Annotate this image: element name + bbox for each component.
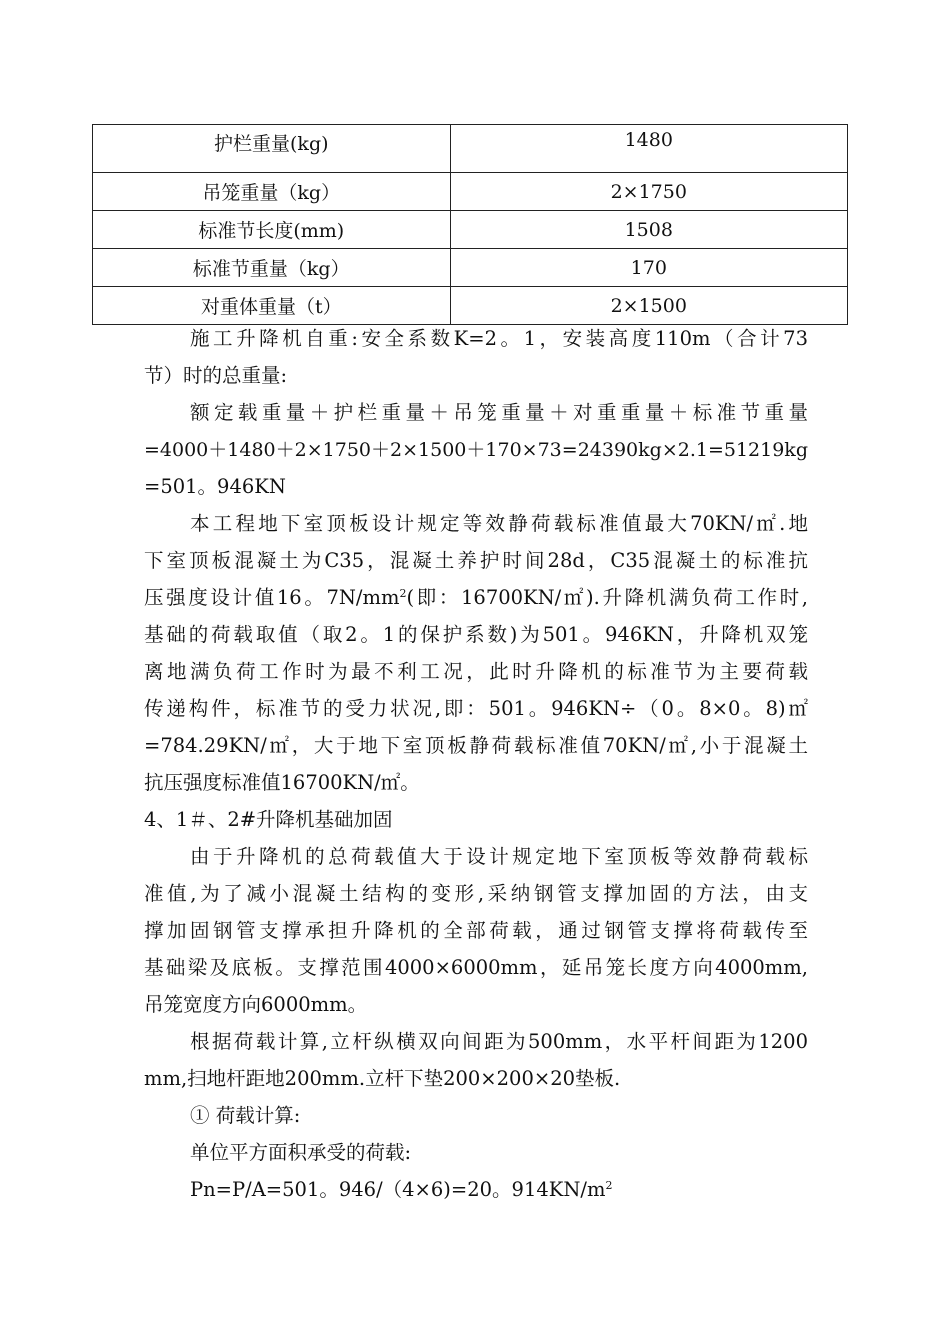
text-line: 额定载重量＋护栏重量＋吊笼重量＋对重重量＋标准节重量 xyxy=(190,401,808,424)
text-line: 由于升降机的总荷载值大于设计规定地下室顶板等效静荷载标 xyxy=(190,845,808,868)
table-cell-value: 2×1500 xyxy=(450,287,847,325)
table-cell-label: 标准节长度(mm) xyxy=(93,211,451,249)
text-line: 抗压强度标准值16700KN/㎡。 xyxy=(144,771,420,794)
section-heading: 4、1＃、2#升降机基础加固 xyxy=(144,808,393,831)
text-line: 本工程地下室顶板设计规定等效静荷载标准值最大70KN/㎡.地 xyxy=(190,512,808,535)
text-line: 准值,为了减小混凝土结构的变形,采纳钢管支撑加固的方法，由支 xyxy=(144,882,808,905)
text-line: mm,扫地杆距地200mm.立杆下垫200×200×20垫板. xyxy=(144,1067,621,1090)
table-cell-label: 吊笼重量（kg） xyxy=(93,173,451,211)
text-line: 根据荷载计算,立杆纵横双向间距为500mm，水平杆间距为1200 xyxy=(190,1030,808,1053)
table-cell-label: 对重体重量（t） xyxy=(93,287,451,325)
table-cell-value: 2×1750 xyxy=(450,173,847,211)
text-line: 下室顶板混凝土为C35，混凝土养护时间28d，C35混凝土的标准抗 xyxy=(144,549,808,572)
text-line: 基础梁及底板。支撑范围4000×6000mm，延吊笼长度方向4000mm, xyxy=(144,956,808,979)
text-span: Pn=P/A=501。946/（4×6)=20。914KN/m xyxy=(190,1178,606,1201)
table-cell-value: 1480 xyxy=(450,125,847,173)
table-cell-label: 标准节重量（kg） xyxy=(93,249,451,287)
superscript: 2 xyxy=(605,1179,613,1192)
text-span: 压强度设计值16。7N/mm xyxy=(144,586,400,609)
text-line: 节）时的总重量: xyxy=(144,364,288,387)
text-line: =501。946KN xyxy=(144,475,286,498)
text-line: 离地满负荷工作时为最不利工况，此时升降机的标准节为主要荷载 xyxy=(144,660,808,683)
table-row xyxy=(93,249,848,287)
text-line: =4000＋1480＋2×1750＋2×1500＋170×73=24390kg×2.1=51219kg xyxy=(144,439,808,461)
text-line: 施工升降机自重:安全系数K=2。1，安装高度110m（合计73 xyxy=(190,327,808,350)
text-line: 传递构件，标准节的受力状况,即：501。946KN÷（0。8×0。8)㎡ xyxy=(144,697,808,720)
text-line: 吊笼宽度方向6000mm。 xyxy=(144,993,368,1016)
text-line xyxy=(144,586,808,610)
superscript: 2 xyxy=(399,587,407,600)
text-line: 单位平方面积承受的荷载: xyxy=(190,1141,412,1164)
spec-table xyxy=(92,124,848,325)
text-line: 基础的荷载取值（取2。1的保护系数)为501。946KN，升降机双笼 xyxy=(144,623,808,646)
text-span: (即：16700KN/㎡).升降机满负荷工作时, xyxy=(406,586,808,609)
table-cell-value: 170 xyxy=(450,249,847,287)
table-row xyxy=(93,173,848,211)
text-line: 撑加固钢管支撑承担升降机的全部荷载，通过钢管支撑将荷载传至 xyxy=(144,919,808,942)
table-row xyxy=(93,287,848,325)
text-line: =784.29KN/㎡，大于地下室顶板静荷载标准值70KN/㎡,小于混凝土 xyxy=(144,734,808,757)
table-cell-value: 1508 xyxy=(450,211,847,249)
table-cell-label: 护栏重量(kg) xyxy=(93,125,451,173)
subheading: ① 荷载计算: xyxy=(190,1104,301,1127)
table-row xyxy=(93,211,848,249)
formula-line xyxy=(190,1178,808,1202)
table-row xyxy=(93,125,848,173)
